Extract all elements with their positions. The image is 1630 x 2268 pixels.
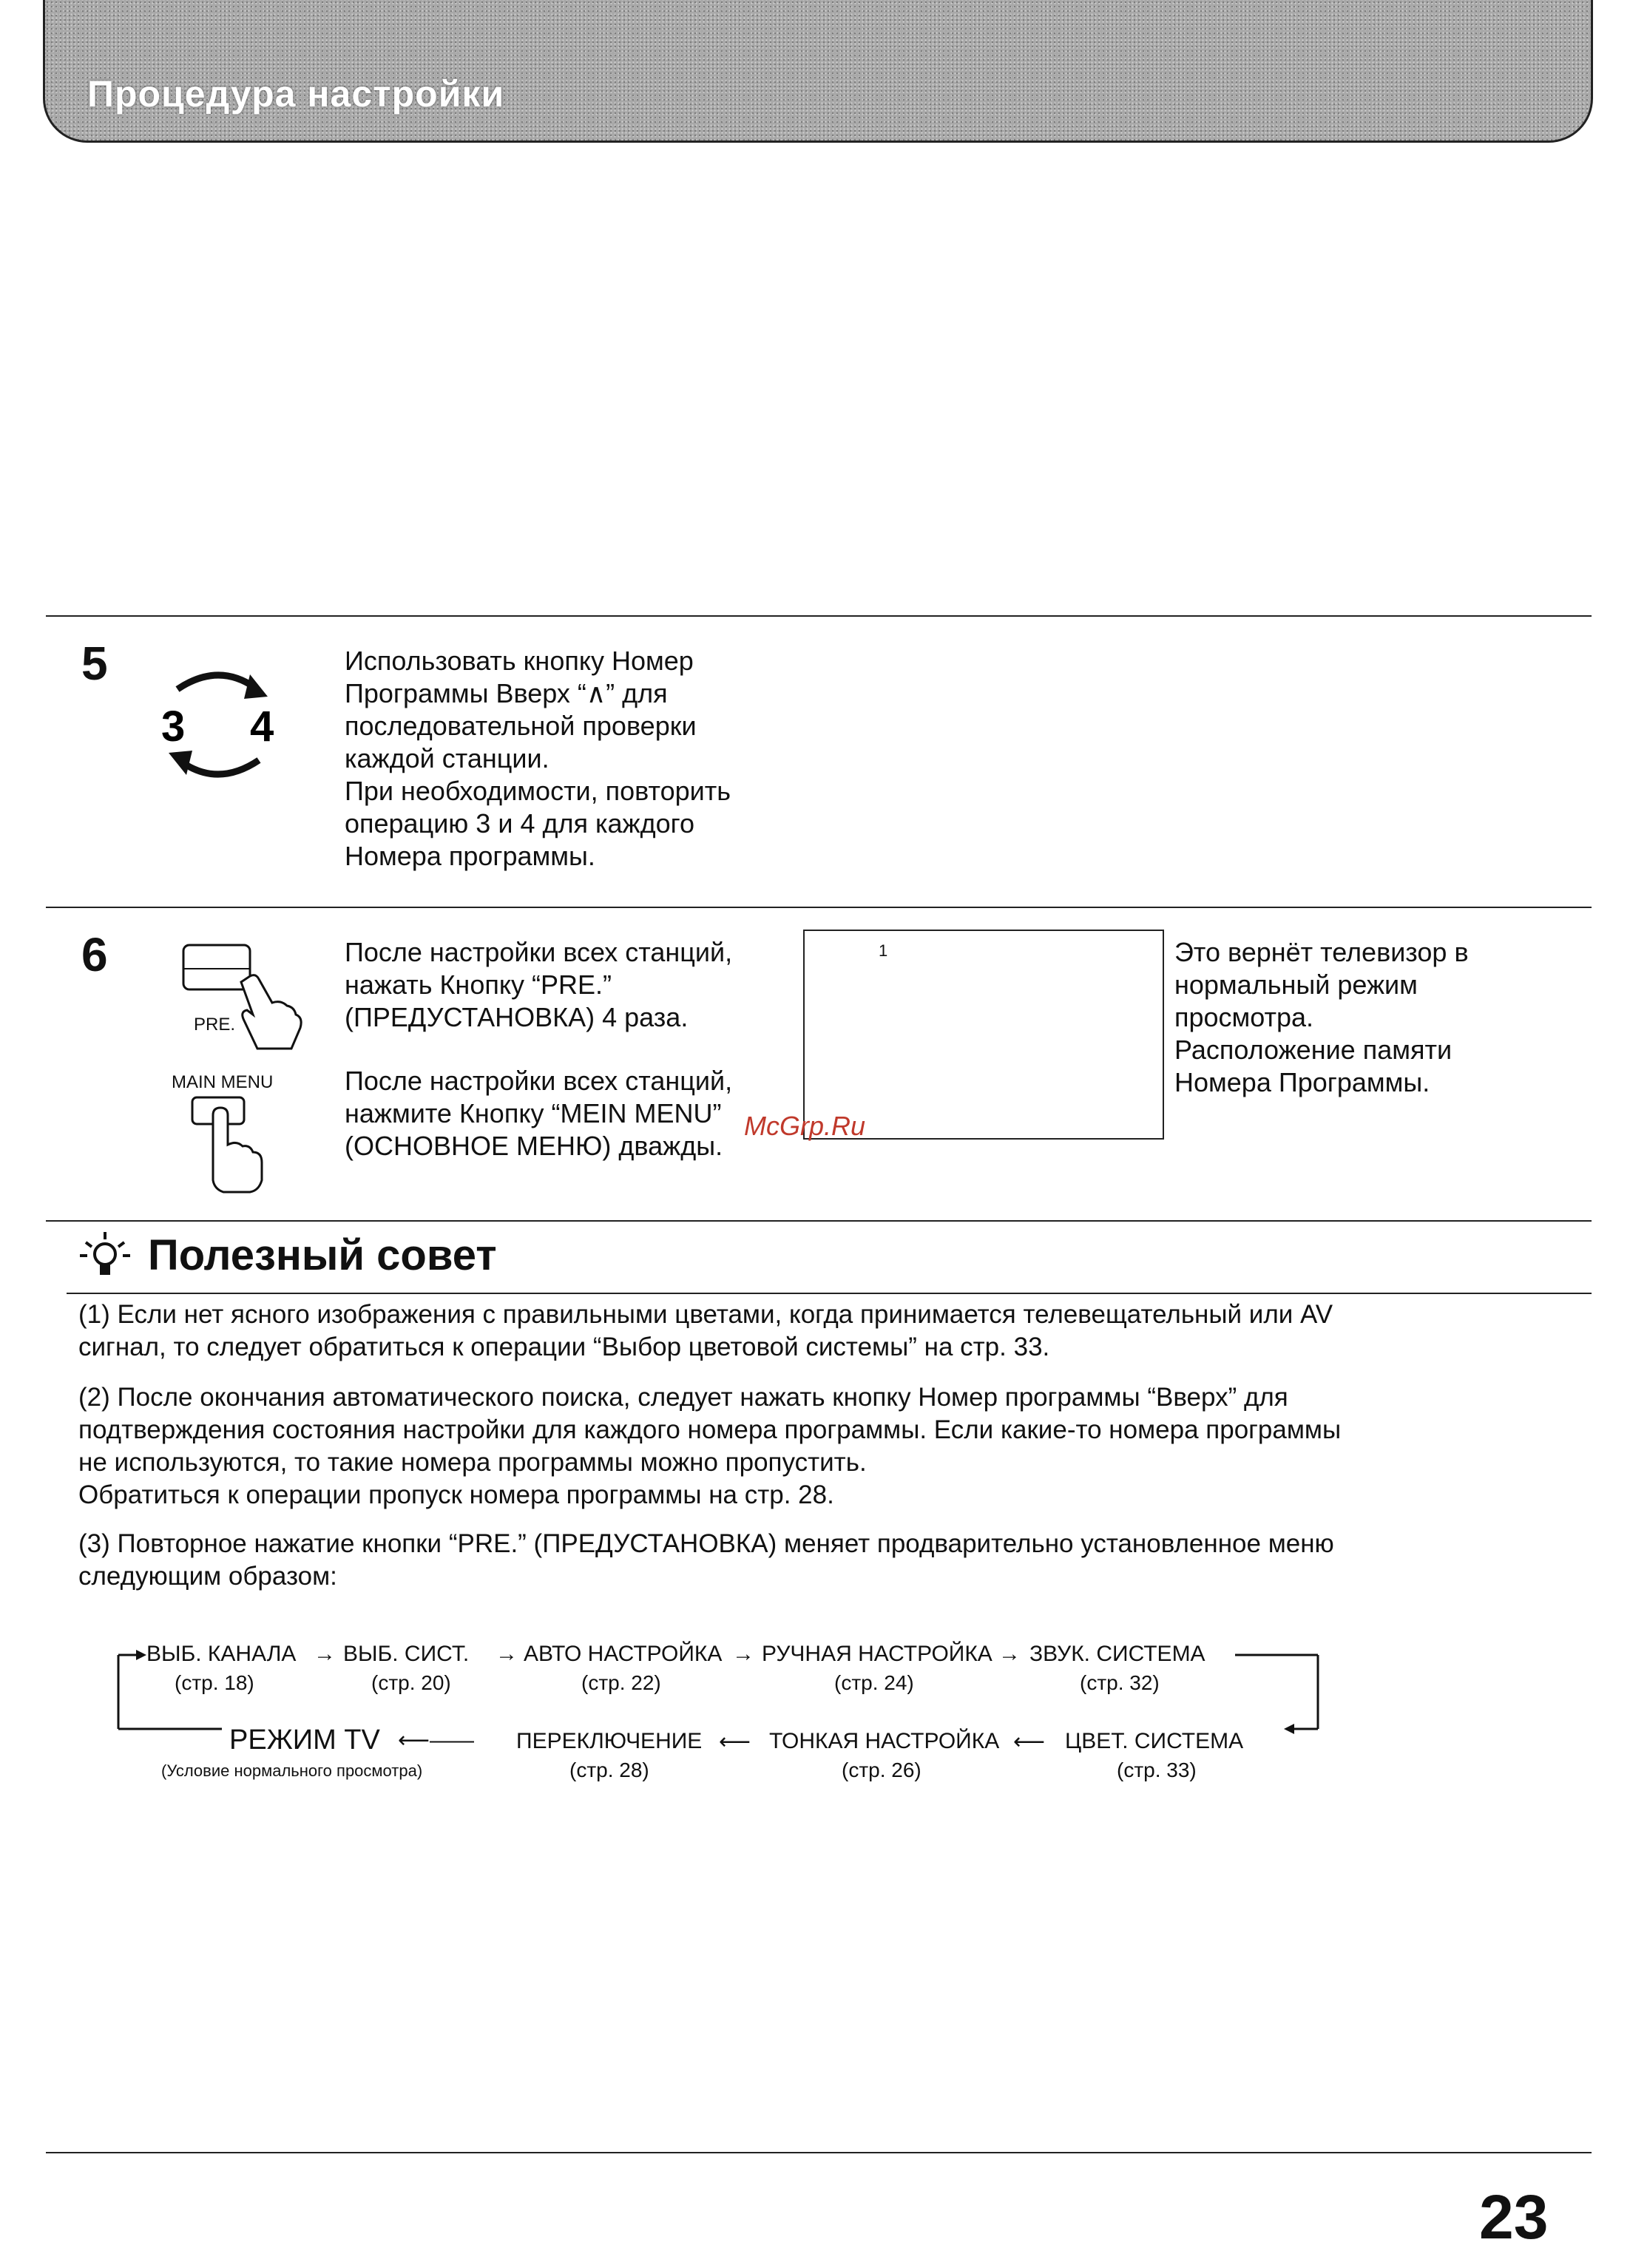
flow-page: (стр. 18) bbox=[175, 1671, 254, 1694]
main-menu-button-icon bbox=[185, 1093, 281, 1196]
flow-arrow: ⟵ bbox=[1013, 1730, 1046, 1754]
lightbulb-icon bbox=[77, 1228, 133, 1284]
cycle-label-3: 3 bbox=[161, 703, 186, 751]
flow-item-manual-tuning: РУЧНАЯ НАСТРОЙКА bbox=[762, 1642, 992, 1666]
step-number: 6 bbox=[81, 928, 108, 981]
tip-item-3: (3) Повторное нажатие кнопки “PRE.” (ПРЕДУСТАНОВКА) меняет продварительно установленное меню следующим образом: bbox=[78, 1529, 1334, 1591]
flow-item-fine-tuning: ТОНКАЯ НАСТРОЙКА bbox=[769, 1729, 1000, 1753]
page-title: Процедура настройки bbox=[87, 73, 505, 115]
flow-page: (Условие нормального просмотра) bbox=[161, 1761, 423, 1780]
step-5-text: Использовать кнопку Номер Программы Вверх “∧” для последовательной проверки каждой станции. При необходимости, повторить операцию 3 и 4 для каждого Номера программы. bbox=[345, 646, 731, 871]
section-rule bbox=[46, 615, 1592, 617]
footer-rule bbox=[46, 2152, 1592, 2153]
cycle-arrows-icon bbox=[148, 658, 288, 791]
section-rule bbox=[67, 1293, 1592, 1294]
flow-item-system: ВЫБ. СИСТ. bbox=[343, 1642, 470, 1666]
cycle-label-4: 4 bbox=[250, 703, 274, 751]
section-rule bbox=[46, 907, 1592, 908]
flow-page: (стр. 28) bbox=[569, 1758, 649, 1781]
page-number: 23 bbox=[1479, 2182, 1549, 2252]
flow-item-sound-system: ЗВУК. СИСТЕМА bbox=[1029, 1642, 1205, 1666]
step-6-pre-text: После настройки всех станций, нажать Кнопку “PRE.” (ПРЕДУСТАНОВКА) 4 раза. bbox=[345, 937, 733, 1032]
flow-item-color-system: ЦВЕТ. СИСТЕМА bbox=[1065, 1729, 1244, 1753]
tip-item-2: (2) После окончания автоматического поиска, следует нажать кнопку Номер программы “Вверх” для подтверждения состояния настройки для каждого номера программы. Если какие-то номера программы не используются, то такие номера программы можно пропустить. Обратиться к операции пропуск номера программы на стр. 28. bbox=[78, 1383, 1342, 1509]
step-6-result-text: Это вернёт телевизор в нормальный режим просмотра. Расположение памяти Номера Программы. bbox=[1174, 937, 1469, 1097]
flow-page: (стр. 24) bbox=[834, 1671, 914, 1694]
tv-screen bbox=[803, 930, 1164, 1140]
flow-arrow: ⟵—— bbox=[398, 1728, 475, 1753]
flow-page: (стр. 20) bbox=[371, 1671, 451, 1694]
flow-page: (стр. 26) bbox=[842, 1758, 921, 1781]
flow-page: (стр. 22) bbox=[581, 1671, 661, 1694]
pre-button-label: PRE. bbox=[194, 1015, 236, 1035]
section-rule bbox=[46, 1220, 1592, 1222]
flow-arrow: → bbox=[496, 1642, 518, 1666]
flow-item-auto-tuning: АВТО НАСТРОЙКА bbox=[524, 1642, 723, 1666]
flow-arrow: → bbox=[732, 1642, 754, 1666]
step-number: 5 bbox=[81, 637, 108, 690]
flow-arrow: ⟵ bbox=[719, 1730, 751, 1754]
flow-item-switching: ПЕРЕКЛЮЧЕНИЕ bbox=[516, 1729, 703, 1753]
header-band bbox=[43, 0, 1593, 143]
flow-page: (стр. 32) bbox=[1080, 1671, 1160, 1694]
flow-item-tv-mode: РЕЖИМ TV bbox=[229, 1724, 380, 1756]
main-menu-label: MAIN MENU bbox=[172, 1072, 274, 1092]
pre-button-icon bbox=[176, 938, 309, 1056]
flow-page: (стр. 33) bbox=[1117, 1758, 1197, 1781]
watermark: McGrp.Ru bbox=[744, 1111, 866, 1141]
tips-title: Полезный совет bbox=[148, 1231, 497, 1279]
flow-arrow: → bbox=[314, 1642, 336, 1666]
flow-item-channel: ВЫБ. КАНАЛА bbox=[146, 1642, 297, 1666]
tip-item-1: (1) Если нет ясного изображения с правильными цветами, когда принимается телевещательный или AV сигнал, то следует обратиться к операции “Выбор цветовой системы” на стр. 33. bbox=[78, 1300, 1333, 1361]
program-number: 1 bbox=[879, 941, 888, 960]
flow-arrow: → bbox=[998, 1642, 1021, 1666]
step-6-menu-text: После настройки всех станций, нажмите Кнопку “MEIN MENU” (ОСНОВНОЕ МЕНЮ) дважды. bbox=[345, 1066, 733, 1161]
